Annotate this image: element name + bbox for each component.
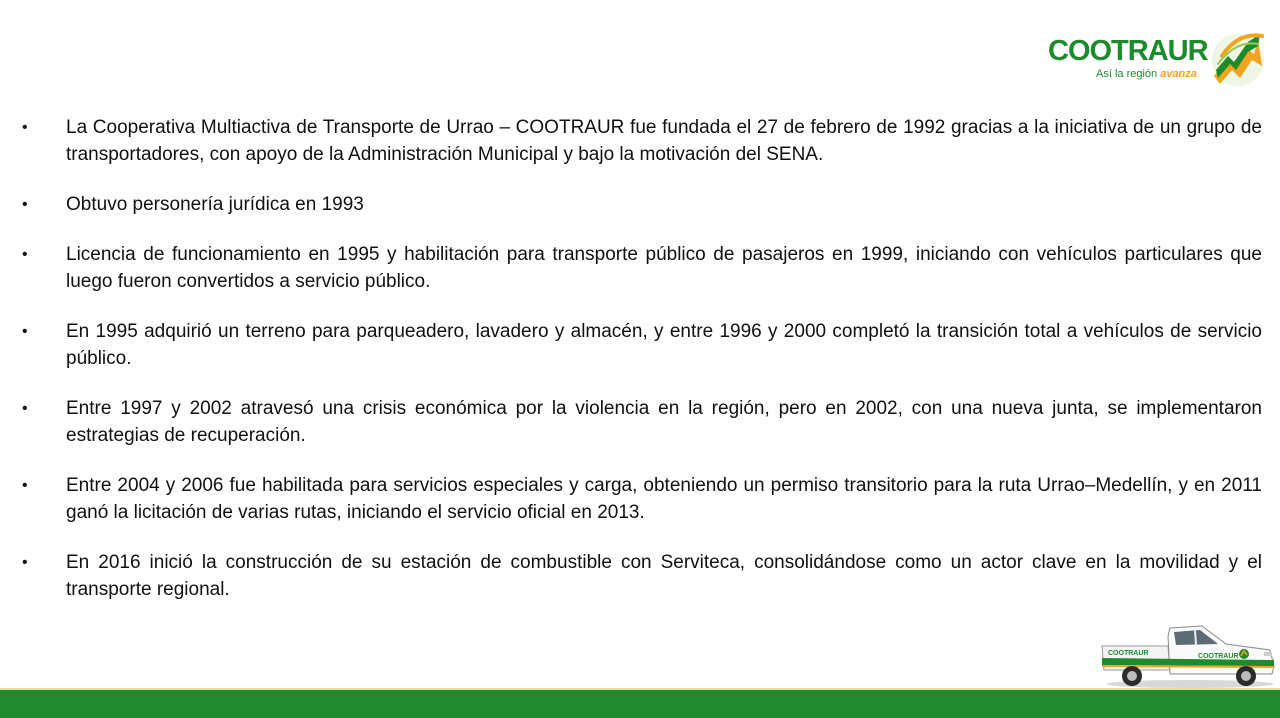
svg-text:COOTRAUR: COOTRAUR bbox=[1198, 653, 1239, 660]
bullet-item-legal-status bbox=[20, 191, 1262, 218]
bullet-item-crisis bbox=[20, 395, 1262, 449]
bullet-text: Entre 1997 y 2002 atravesó una crisis económica por la violencia en la región, pero en 2002, con una nueva junta, se implementaron estrategias de recuperación. bbox=[66, 398, 1262, 446]
bullet-text: Obtuvo personería jurídica en 1993 bbox=[66, 194, 364, 215]
bullet-marker: • bbox=[22, 477, 28, 494]
bullet-marker: • bbox=[22, 400, 28, 417]
bullet-marker: • bbox=[22, 554, 28, 571]
logo-tagline-accent: avanza bbox=[1160, 68, 1197, 80]
bullet-list bbox=[20, 114, 1262, 603]
bullet-marker: • bbox=[22, 323, 28, 340]
bullet-marker: • bbox=[22, 246, 28, 263]
bullet-item-land-acquisition bbox=[20, 318, 1262, 372]
logo-emblem-icon bbox=[1202, 26, 1268, 92]
bullet-item-special-services bbox=[20, 472, 1262, 526]
logo-tagline bbox=[1096, 68, 1197, 81]
bullet-text: Entre 2004 y 2006 fue habilitada para servicios especiales y carga, obteniendo un permiso transitorio para la ruta Urrao–Medellín, y en 2011 ganó la licitación de varias rutas, iniciando el servicio oficial en 2013. bbox=[66, 475, 1262, 523]
logo-tagline-prefix: Así la región bbox=[1096, 68, 1161, 80]
footer-bar bbox=[0, 690, 1280, 718]
bullet-marker: • bbox=[22, 119, 28, 136]
bullet-text: Licencia de funcionamiento en 1995 y habilitación para transporte público de pasajeros en 1999, iniciando con vehículos particulares que luego fueron convertidos a servicio público. bbox=[66, 244, 1262, 292]
bullet-text: La Cooperativa Multiactiva de Transporte de Urrao – COOTRAUR fue fundada el 27 de febrero de 1992 gracias a la iniciativa de un grupo de transportadores, con apoyo de la Administración Municipal y bajo la motivación del SENA. bbox=[66, 117, 1262, 165]
bullet-item-founding bbox=[20, 114, 1262, 168]
cootraur-logo bbox=[1044, 26, 1270, 92]
bullet-marker: • bbox=[22, 196, 28, 213]
bullet-item-license bbox=[20, 241, 1262, 295]
logo-brand-text: COOTRAUR bbox=[1048, 35, 1208, 67]
bullet-text: En 2016 inició la construcción de su estación de combustible con Serviteca, consolidándose como un actor clave en la movilidad y el transporte regional. bbox=[66, 552, 1262, 600]
truck-door-label: COOTRAUR bbox=[1108, 650, 1149, 657]
bullet-item-fuel-station bbox=[20, 549, 1262, 603]
pickup-truck-icon bbox=[1098, 618, 1278, 690]
bullet-text: En 1995 adquirió un terreno para parqueadero, lavadero y almacén, y entre 1996 y 2000 completó la transición total a vehículos de servicio público. bbox=[66, 321, 1262, 369]
